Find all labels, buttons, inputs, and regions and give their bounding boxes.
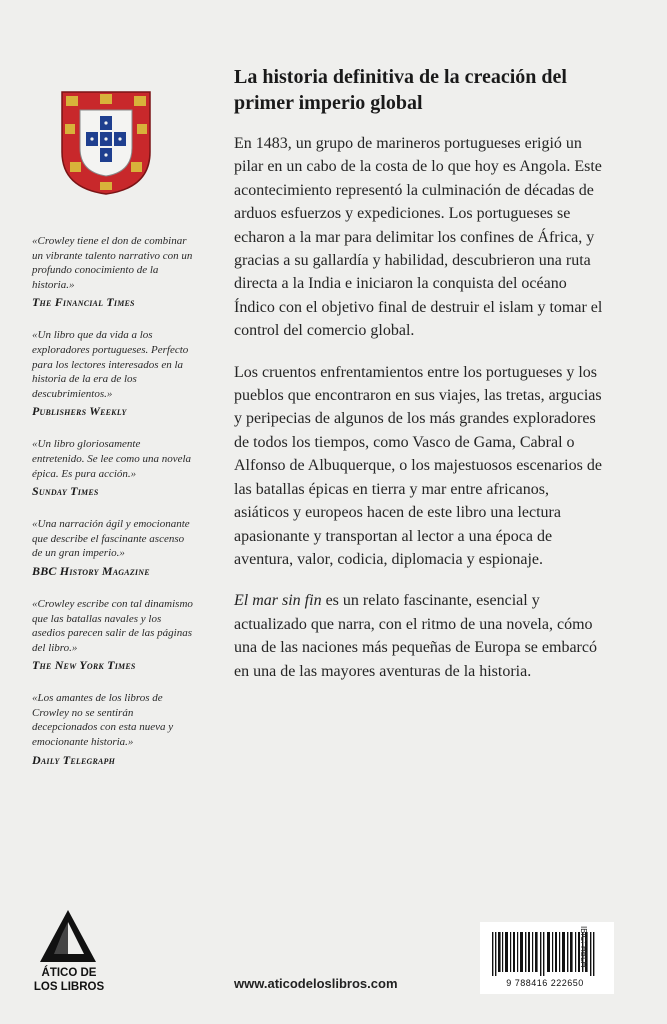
quote-text: «Crowley escribe con tal dinamismo que las batallas navales y los asedios parecen salir de las páginas del libro.» [32,597,193,654]
quote-source: The New York Times [32,658,136,673]
quote-text: «Los amantes de los libros de Crowley no se sentirán decepcionados con esta nueva y emocionante historia.» [32,692,174,749]
blurb-paragraph-2: Los cruentos enfrentamientos entre los portugueses y los pueblos que encontraron en sus viajes, las tretas, argucias y peripecias de algunos de los más grandes exploradores de todos los tiempos, como Vasco de Gama, Cabral o Alfonso de Albuquerque, o los majestuosos escenarios de las batallas épicas en tierra y mar entre africanos, asiáticos y europeos hacen de este libro una lectura apasionante y transportan al lector a una época de aventura, valor, codicia, diplomacia y espionaje. [234,363,602,568]
triangle-logo-icon [38,908,98,964]
quote-text: «Una narración ágil y emocionante que describe el fascinante ascenso de un gran imperio.» [32,518,190,560]
isbn-number: 9 788416 222650 [506,978,584,988]
publisher-logo [26,908,112,998]
headline: La historia definitiva de la creación del primer imperio global [234,66,567,114]
publisher-website: www.aticodeloslibros.com [234,976,398,991]
review-quote [32,517,194,579]
blurb [234,64,604,701]
review-quote [32,437,194,499]
publisher-name-line-1: ÁTICO DE [41,967,97,979]
portugal-coat-of-arms-icon [60,90,152,196]
ibic-code: IBIC: HBLH [579,926,588,968]
quote-source: Sunday Times [32,484,99,499]
quote-source: Daily Telegraph [32,752,116,767]
quote-text: «Crowley tiene el don de combinar un vibrante talento narrativo con un profundo conocimiento de la historia.» [32,235,193,291]
quote-source: Publishers Weekly [32,404,127,419]
quote-source: The Financial Times [32,295,135,310]
review-quote [32,691,194,767]
review-quote [32,597,194,673]
quote-text: «Un libro gloriosamente entretenido. Se lee como una novela épica. Es pura acción.» [32,438,192,480]
review-quotes [32,234,194,786]
review-quote [32,234,194,310]
review-quote [32,328,194,419]
quote-source: BBC History Magazine [32,563,150,578]
quote-text: «Un libro que da vida a los exploradores portugueses. Perfecto para los lectores interesados en la historia de la era de los descubrimientos.» [32,329,189,400]
book-title: El mar sin fin [234,592,322,610]
publisher-name-line-2: LOS LIBROS [33,981,105,993]
publisher-name [26,966,112,994]
blurb-paragraph-3-text: es un relato fascinante, esencial y actualizado que narra, con el ritmo de una novela, cómo una de las naciones más pequeñas de Europa se embarcó en una de las mayores aventuras de la historia. [234,592,597,680]
blurb-paragraph-3 [234,589,604,683]
blurb-paragraph-1: En 1483, un grupo de marineros portugueses erigió un pilar en un cabo de la costa de lo que hoy es Angola. Este acontecimiento representó la culminación de décadas de arduos esfuerzos y expediciones. Los portugueses se echaron a la mar para delimitar los confines de África, y gracias a su gallardía y habilidad, descubrieron una ruta directa a la India e iniciaron la conquista del océano Índico con el objetivo final de destruir el islam y tomar el control del comercio global. [234,135,603,340]
